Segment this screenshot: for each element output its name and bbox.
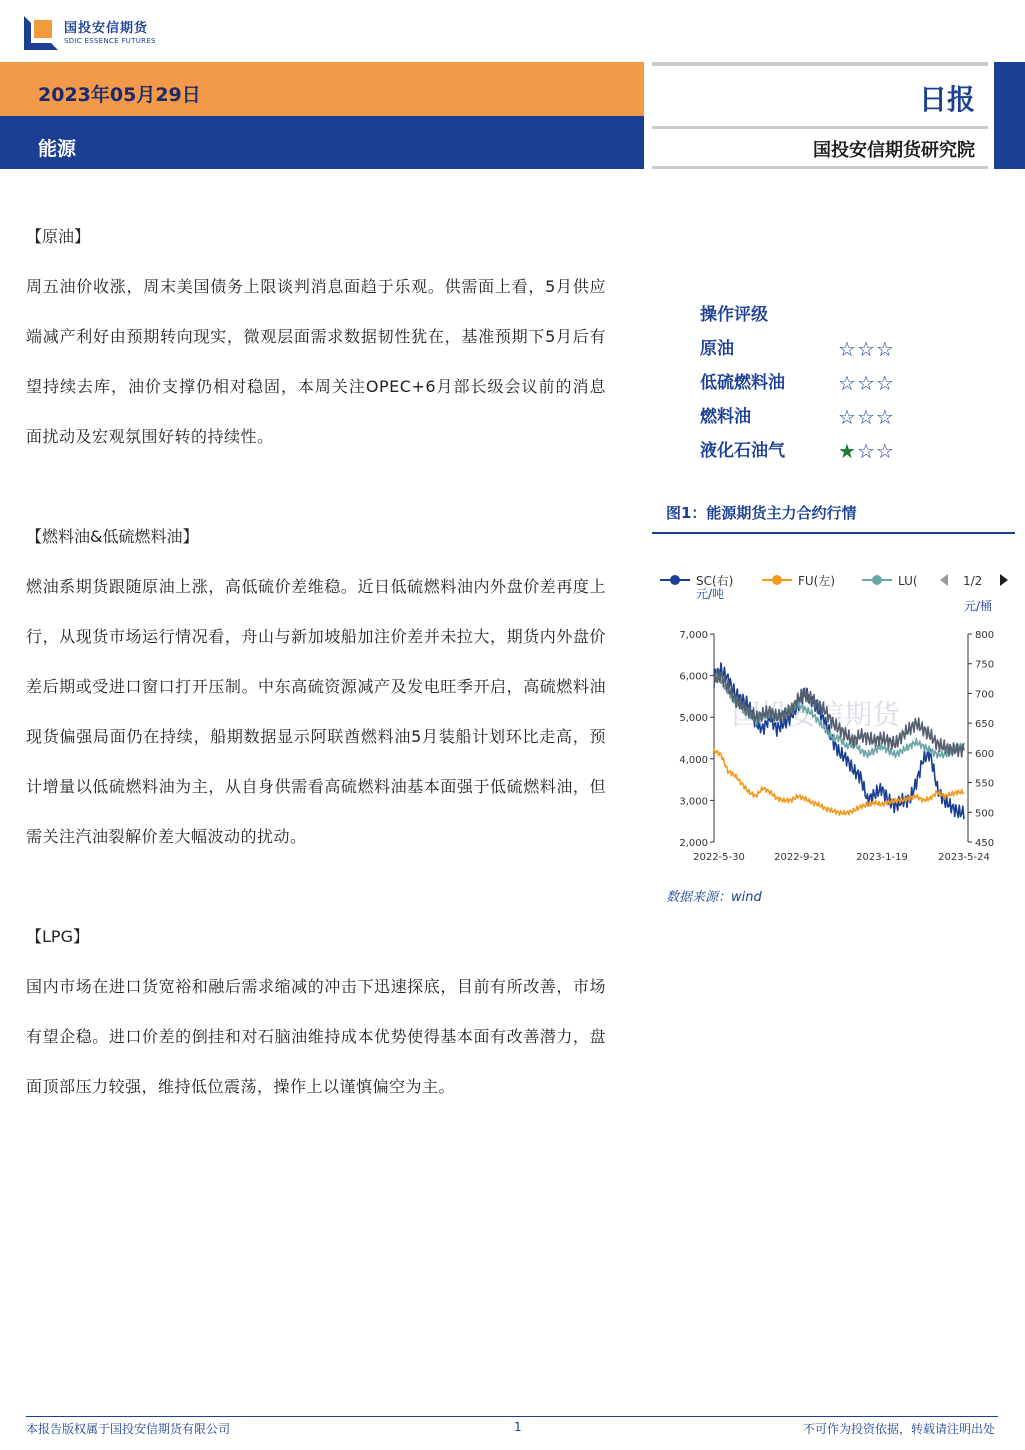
right-tick-label: 750 [975,659,995,671]
footer-disclaimer: 不可作为投资依据，转载请注明出处 [802,1422,995,1436]
section-heading: 【原油】 [26,227,91,246]
legend-label: LU( [898,574,918,588]
logo-icon [24,16,58,50]
section-text: 周五油价收涨，周末美国债务上限谈判消息面趋于乐观。供需面上看，5月供应端减产利好由预期转向现实，微观层面需求数据韧性犹在，基准预期下5月后有望持续去库，油价支撑仍相对稳固，本周关注OPEC+6月部长级会议前的消息面扰动及宏观氛围好转的持续性。 [26,277,606,446]
star-outline-icon: ☆ [875,439,895,463]
report-section: 能源 [38,138,77,160]
divider [652,62,988,66]
left-tick-label: 7,000 [679,630,708,641]
section-text: 燃油系期货跟随原油上涨，高低硫价差维稳。近日低硫燃料油内外盘价差再度上行，从现货市场运行情况看，舟山与新加坡船加注价差并未拉大，期货内外盘价差后期或受进口窗口打开压制。中东高硫资源减产及发电旺季开启，高硫燃料油现货偏强局面仍在持续，船期数据显示阿联酋燃料油5月装船计划环比走高，预计增量以低硫燃料油为主，从自身供需看高硫燃料油基本面强于低硫燃料油，但需关注汽油裂解价差大幅波动的扰动。 [26,577,606,846]
legend-page: 1/2 [963,574,983,588]
legend-label: SC(右) [696,574,734,588]
rating-name: 液化石油气 [700,441,785,461]
prev-arrow-icon [940,574,948,586]
legend-label: FU(左) [798,574,836,588]
left-tick-label: 3,000 [679,796,708,808]
star-outline-icon: ☆ [875,371,895,395]
chart-svg [652,560,1025,870]
star-outline-icon: ☆ [875,337,895,361]
section-bar [0,116,644,169]
data-source: 数据来源：wind [666,890,762,905]
rating-name: 原油 [700,339,734,359]
right-tick-label: 650 [975,719,995,731]
logo-name-cn: 国投安信期货 [64,20,149,36]
energy-futures-chart [652,560,1025,870]
star-rating [838,400,895,434]
star-outline-icon: ☆ [856,439,876,463]
logo-name-en: SDIC ESSENCE FUTURES [64,36,156,45]
rating-row [700,332,895,366]
report-date: 2023年05月29日 [38,84,201,106]
star-outline-icon: ☆ [838,371,857,395]
x-tick-label: 2022-9-21 [774,852,826,863]
star-filled-icon: ★ [838,439,857,463]
left-axis-label: 元/吨 [696,587,725,601]
right-tick-label: 550 [975,778,995,790]
right-tick-label: 450 [975,838,995,849]
x-tick-label: 2023-1-19 [856,852,908,863]
page-number: 1 [514,1420,522,1434]
legend-marker [872,575,882,585]
left-tick-label: 5,000 [679,713,708,725]
rating-name: 燃料油 [700,407,751,427]
right-tick-label: 600 [975,748,995,760]
star-outline-icon: ☆ [856,337,876,361]
company-logo [24,16,156,50]
rating-row [700,366,895,400]
divider [652,126,988,129]
operation-rating [700,298,895,468]
legend-marker [670,575,680,585]
right-tick-label: 500 [975,808,995,820]
star-outline-icon: ☆ [838,405,857,429]
accent-block [994,62,1025,169]
star-outline-icon: ☆ [838,337,857,361]
star-rating [838,332,895,366]
x-tick-label: 2023-5-24 [938,852,990,863]
rating-row [700,400,895,434]
divider [652,166,988,169]
figure-title: 图1：能源期货主力合约行情 [666,504,857,522]
watermark-text: 国投安信期货 [732,698,901,731]
star-rating [838,366,895,400]
figure-divider [652,532,1015,534]
rating-name: 低硫燃料油 [700,373,785,393]
report-body [26,212,606,1112]
section-heading: 【LPG】 [26,927,89,946]
left-tick-label: 2,000 [679,838,708,849]
institute-name: 国投安信期货研究院 [813,140,975,161]
right-tick-label: 800 [975,630,995,641]
left-tick-label: 6,000 [679,671,708,683]
star-rating [838,434,895,468]
rating-title: 操作评级 [700,305,768,325]
next-arrow-icon [1000,574,1008,586]
section-heading: 【燃料油&低硫燃料油】 [26,527,199,546]
left-tick-label: 4,000 [679,754,708,766]
legend-marker [772,575,782,585]
right-axis-label: 元/桶 [964,599,993,613]
report-type: 日报 [918,83,975,116]
star-outline-icon: ☆ [875,405,895,429]
star-outline-icon: ☆ [856,371,876,395]
rating-row [700,434,895,468]
x-tick-label: 2022-5-30 [693,852,745,863]
footer-divider [26,1416,998,1417]
star-outline-icon: ☆ [856,405,876,429]
footer-copyright: 本报告版权属于国投安信期货有限公司 [26,1422,231,1436]
right-tick-label: 700 [975,689,995,701]
section-text: 国内市场在进口货宽裕和融后需求缩减的冲击下迅速探底，目前有所改善，市场有望企稳。进口价差的倒挂和对石脑油维持成本优势使得基本面有改善潜力，盘面顶部压力较强，维持低位震荡，操作上以谨慎偏空为主。 [26,977,606,1096]
